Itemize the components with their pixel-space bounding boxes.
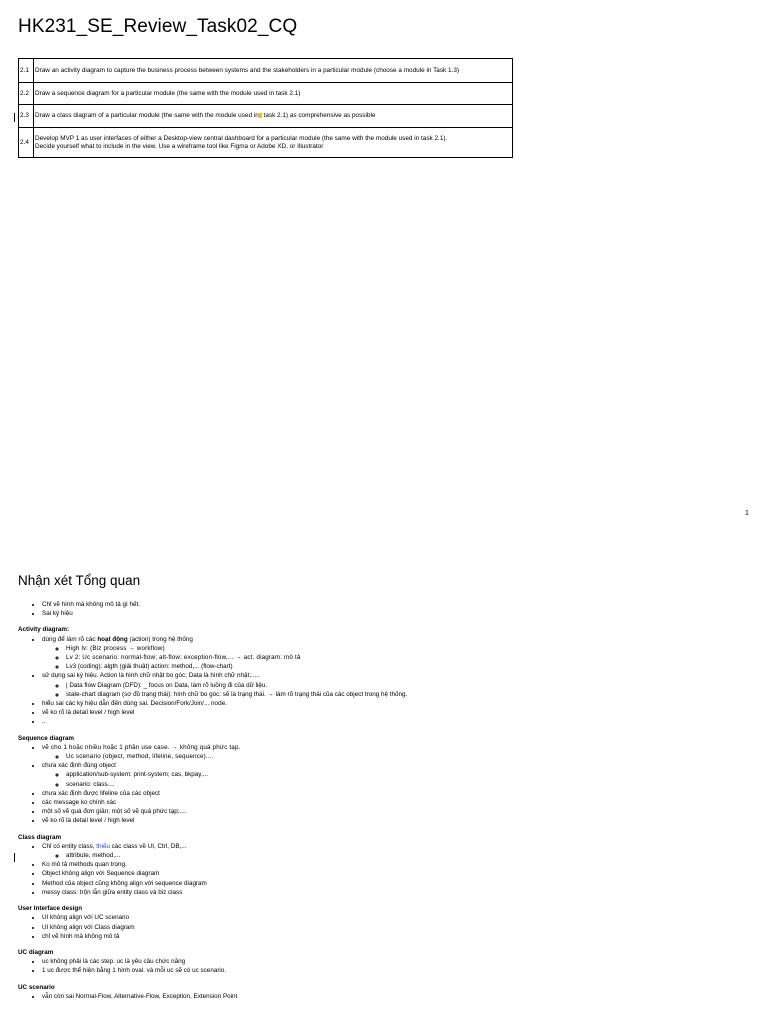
class-list xyxy=(18,842,748,897)
list-item: • vẽ ko rõ là detail level / high level xyxy=(42,708,748,717)
task-description: Draw a sequence diagram for a particular module (the same with the module used in task 2.1) xyxy=(34,83,513,105)
review-notes xyxy=(18,600,748,1001)
sub-item: ◦ application/sub-system: print-system; cas, bkpay,... xyxy=(66,770,748,779)
list-item xyxy=(42,743,748,761)
sub-item: ◦ High lv: (Biz process → workflow) xyxy=(66,644,748,653)
list-item: • Chỉ vẽ hình mà không mô tả gì hết. xyxy=(42,600,748,609)
activity-list xyxy=(18,635,748,727)
list-item: • Method của object cũng không align với sequence diagram xyxy=(42,879,748,888)
sequence-heading: Sequence diagram xyxy=(18,734,74,742)
page-number: 1 xyxy=(745,510,749,517)
list-item: • UI không align với Class diagram xyxy=(42,923,748,932)
text-part: sử dụng sai ký hiệu. Action là hình chữ nhật bo góc; Data là hình chữ nhật;..... xyxy=(42,672,260,680)
list-item: • .. xyxy=(42,717,748,726)
uc-diagram-heading: UC diagram xyxy=(18,948,54,956)
sub-item: ◦ Lv 2: Uc scenario: normal-flow; alt-flow; exception-flow,... → act. diagram: mô tả xyxy=(66,653,748,662)
list-item: • Ko mô tả methods quan trọng. xyxy=(42,860,748,869)
uc-scenario-heading: UC scenario xyxy=(18,983,55,991)
task-number: 2.4 xyxy=(19,128,34,158)
text-part: các class về UI, Ctrl, DB,... xyxy=(109,842,187,850)
ui-list xyxy=(18,913,748,941)
list-item: • chỉ vẽ hình mà không mô tả xyxy=(42,932,748,941)
sub-list xyxy=(42,851,748,860)
sub-item: ◦ | Data flow Diagram (DFD): _ focus on Data, làm rõ luồng đi của dữ liệu. xyxy=(66,681,748,690)
task-number: 2.1 xyxy=(19,59,34,83)
class-heading: Class diagram xyxy=(18,833,62,841)
list-item xyxy=(42,761,748,789)
sub-list xyxy=(42,770,748,788)
task-line: Develop MVP 1 as user interfaces of either a Desktop-view central dashboard for a particular module (the same with the module used in task 2.1). xyxy=(35,134,448,142)
list-item: • vẫn còn sai Normal-Flow, Alternative-Flow, Exception, Extension Point xyxy=(42,992,748,1001)
activity-heading: Activity diagram: xyxy=(18,626,70,634)
sub-list xyxy=(42,752,748,761)
sub-list xyxy=(42,644,748,672)
task-description xyxy=(34,128,513,158)
list-item: • các message ko chính xác xyxy=(42,798,748,807)
task-line: Decide yourself what to include in the view. Use a wireframe tool like Figma or Adobe XD, or Illustrator xyxy=(35,142,324,150)
list-item xyxy=(42,842,748,860)
task-row xyxy=(19,83,513,105)
document-title: HK231_SE_Review_Task02_CQ xyxy=(18,16,298,37)
list-item: • Sai ký hiệu xyxy=(42,609,748,618)
list-item: • chưa xác định được lifeline của các object xyxy=(42,789,748,798)
sub-list xyxy=(42,681,748,699)
uc-scenario-list xyxy=(18,992,748,1001)
sequence-list xyxy=(18,743,748,826)
sub-item: ◦ Uc scenario (object, method, lifeline, sequence).... xyxy=(66,752,748,761)
task-number: 2.2 xyxy=(19,83,34,105)
highlighted-text: thiếu xyxy=(96,842,110,850)
sub-item: ◦ scenario: class.... xyxy=(66,780,748,789)
list-item: • hiểu sai các ký hiệu dẫn đến dùng sai. Decision/Fork/Join/... node. xyxy=(42,699,748,708)
bold-text: hoạt động xyxy=(97,635,128,643)
list-item: • Object không align với Sequence diagram xyxy=(42,869,748,878)
task-description: Draw an activity diagram to capture the business process between systems and the stakeholders in a particular module (choose a module in Task 1.3) xyxy=(34,59,513,83)
task-number: 2.3 xyxy=(19,105,34,128)
list-item xyxy=(42,635,748,672)
task-text-part: Draw a class diagram of a particular module (the same with the module used in xyxy=(35,112,259,119)
task-text-part: task 2.1) as comprehensive as possible xyxy=(261,112,376,119)
text-part: Chỉ có entity class, xyxy=(42,842,97,850)
general-list xyxy=(18,600,748,618)
sub-item: ◦ attribute, method,... xyxy=(66,851,748,860)
sub-item: ◦ Lv3 (coding): algth (giải thuật) action: method,... (flow-chart) xyxy=(66,662,748,671)
text-cursor xyxy=(14,113,15,122)
task-row xyxy=(19,59,513,83)
text-part: vẽ cho 1 hoặc nhiều hoặc 1 phần use case. → không quá phức tạp. xyxy=(42,743,241,751)
text-part: chưa xác định đúng object xyxy=(42,762,116,770)
task-row xyxy=(19,105,513,128)
task-row xyxy=(19,128,513,158)
list-item xyxy=(42,671,748,699)
task-description xyxy=(34,105,513,128)
list-item: • UI không align với UC scenario xyxy=(42,913,748,922)
list-item: • vẽ ko rõ là detail level / high level xyxy=(42,816,748,825)
list-item: • một số vẽ quá đơn giản; một số vẽ quá phức tạp;.... xyxy=(42,807,748,816)
text-cursor xyxy=(14,853,15,862)
uc-diagram-list xyxy=(18,957,748,975)
list-item: • uc không phải là các step. uc là yêu cầu chức năng xyxy=(42,957,748,966)
list-item: • 1 uc được thể hiện bằng 1 hình oval. và mỗi uc sẽ có uc scenario. xyxy=(42,966,748,975)
sub-item: ◦ state-chart diagram (sơ đồ trạng thái): hình chữ bo góc: sẽ là trạng thái. → làm rõ trạng thái của các object trong hệ thống. xyxy=(66,690,748,699)
ui-heading: User Interface design xyxy=(18,905,83,913)
text-part: (action) trong hệ thống xyxy=(127,635,193,643)
task-table xyxy=(18,58,513,158)
list-item: • messy class: trộn lẫn giữa entity class và biz class xyxy=(42,888,748,897)
text-part: dùng để làm rõ các xyxy=(42,635,98,643)
section-title: Nhận xét Tổng quan xyxy=(18,573,141,588)
